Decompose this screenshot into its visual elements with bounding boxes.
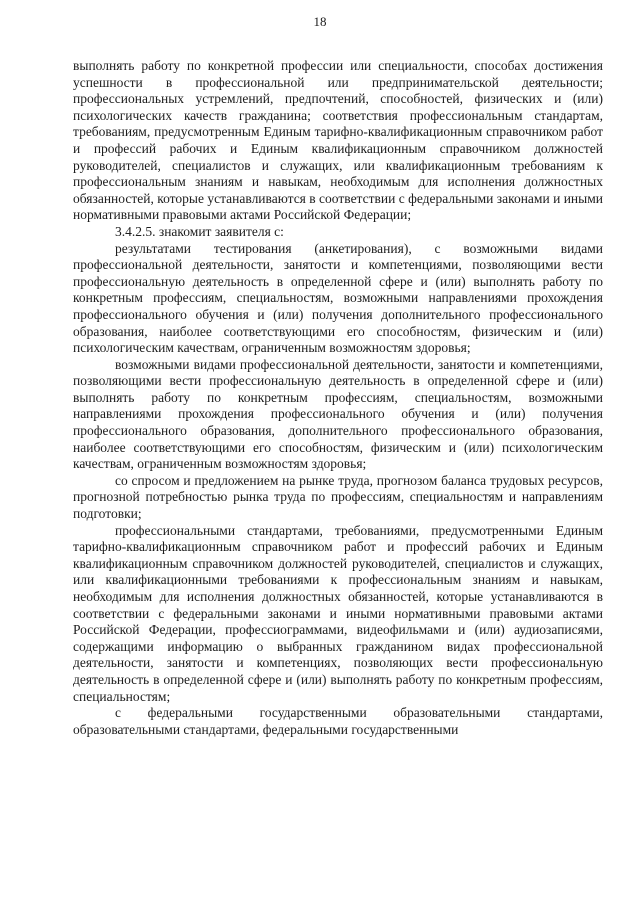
- paragraph-possible-activities: возможными видами профессиональной деятельности, занятости и компетенциями, позволяющими вести профессиональную деятельность в определенной сфере и (или) выполнять работу по конкретным профессиям, специальностям, возможными направлениями прохождения профессионального обучения и (или) получения профессионального образования, дополнительного профессионального образования, наиболее соответствующими его способностям, физическим и (или) психологическим качествам, ограниченным возможностям здоровья;: [73, 356, 603, 472]
- paragraph-continuation: выполнять работу по конкретной профессии или специальности, способах достижения успешности в профессиональной или предпринимательской деятельности; профессиональных устремлений, предпочтений, способностей, физических и (или) психологических качеств гражданина; соответствия профессиональным стандартам, требованиям, предусмотренным Единым тарифно-квалификационным справочником работ и профессий рабочих и Единым квалификационным справочником должностей руководителей, специалистов и служащих, или квалификационным требованиям к профессиональным знаниям и навыкам, необходимым для исполнения должностных обязанностей, которые устанавливаются в соответствии с федеральными законами и иными нормативными правовыми актами Российской Федерации;: [73, 58, 603, 223]
- page-number: 18: [313, 14, 327, 29]
- paragraph-labor-market: со спросом и предложением на рынке труда, прогнозом баланса трудовых ресурсов, прогнозной потребностью рынка труда по профессиям, специальностям и направлениям подготовки;: [73, 472, 603, 522]
- paragraph-test-results: результатами тестирования (анкетирования), с возможными видами профессиональной деятельности, занятости и компетенциями, позволяющими вести профессиональную деятельность в определенной сфере и (или) выполнять работу по конкретным профессиям, специальностям, возможными направлениями прохождения профессионального обучения и (или) получения дополнительного профессионального образования, наиболее соответствующими его способностям, физическим и (или) психологическим качествам, ограниченным возможностям здоровья;: [73, 240, 603, 356]
- paragraph-clause-3-4-2-5: 3.4.2.5. знакомит заявителя с:: [115, 223, 284, 239]
- paragraph-professional-standards: профессиональными стандартами, требованиями, предусмотренными Единым тарифно-квалификационным справочником работ и профессий рабочих и Единым квалификационным справочником должностей руководителей, специалистов и служащих, или квалификационными требованиями к профессиональным знаниям и навыкам, необходимым для исполнения должностных обязанностей, которые устанавливаются в соответствии с федеральными законами и иными нормативными правовыми актами Российской Федерации, профессиограммами, видеофильмами и (или) аудиозаписями, содержащими информацию о выбранных гражданином видах профессиональной деятельности, занятости и компетенциях, позволяющих вести профессиональную деятельность в определенной сфере и (или) выполнять работу по конкретным профессиям, специальностям;: [73, 522, 603, 704]
- paragraph-education-standards: с федеральными государственными образовательными стандартами, образовательными стандартами, федеральными государственными: [73, 705, 603, 737]
- document-body: [73, 58, 603, 738]
